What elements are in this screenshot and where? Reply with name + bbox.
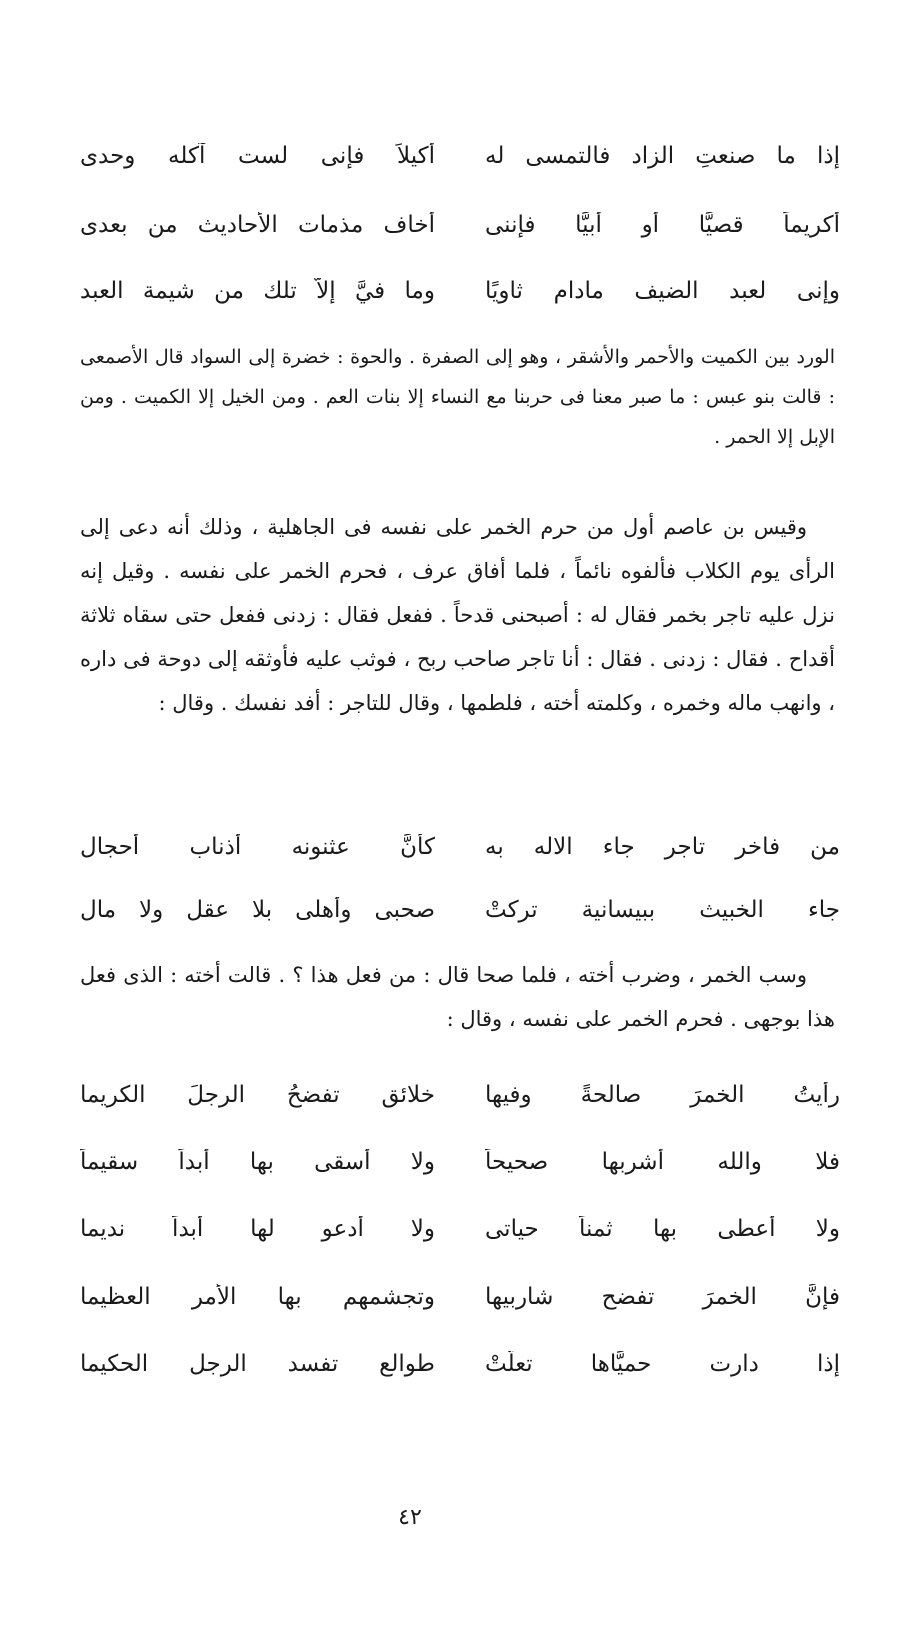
verse-second-hemistich: طوالع تفسد الرجل الحكيما	[80, 1351, 435, 1377]
verse-first-hemistich: جاء الخبيث ببيسانية تركتْ	[485, 897, 840, 923]
verse-second-hemistich: خلائق تفضحُ الرجلَ الكريما	[80, 1082, 435, 1108]
verse-line	[80, 885, 840, 935]
prose-paragraph: وقيس بن عاصم أول من حرم الخمر على نفسه فى الجاهلية ، وذلك أنه دعى إلى الرأى يوم الكلاب فألفوه نائماً ، فلما أفاق عرف ، فحرم الخمر على نفسه . وقيل إنه نزل عليه تاجر بخمر فقال له : أصبحنى قدحاً . ففعل فقال : زدنى ففعل حتى سقاه ثلاثة أقداح . فقال : زدنى . فقال : أنا تاجر صاحب ربح ، فوثب عليه فأوثقه إلى دوحة فى داره ، وانهب ماله وخمره ، وكلمته أخته ، فلطمها ، وقال للتاجر : أفد نفسك . وقال :	[80, 515, 835, 715]
verse-line	[80, 1204, 840, 1254]
verse-first-hemistich: إذا دارت حميَّاها تعلَّتْ	[485, 1351, 840, 1377]
verse-line	[80, 822, 840, 872]
verse-second-hemistich: وتجشمهم بها الأمر العظيما	[80, 1284, 435, 1310]
verse-line	[80, 1070, 840, 1120]
verse-line	[80, 1137, 840, 1187]
verse-line	[80, 1339, 840, 1389]
verse-line	[80, 131, 840, 181]
verse-first-hemistich: فإنَّ الخمرَ تفضح شاربيها	[485, 1284, 840, 1310]
verse-first-hemistich: وإنى لعبد الضيف مادام ثاويًا	[485, 278, 840, 304]
verse-second-hemistich: ولا أُسقى بها أبداً سقيماً	[80, 1149, 435, 1175]
verse-line	[80, 200, 840, 250]
verse-first-hemistich: أكريماً قصيًّا أو أبيًّا فإننى	[485, 212, 840, 238]
verse-second-hemistich: وما فيَّ إلاَّ تلك من شيمة العبد	[80, 278, 435, 304]
verse-second-hemistich: صحبى وأهلى بلا عقل ولا مال	[80, 897, 435, 923]
verse-line	[80, 266, 840, 316]
note-paragraph: الورد بين الكميت والأحمر والأشقر ، وهو إلى الصفرة . والحوة : خضرة إلى السواد قال الأصمعى : قالت بنو عبس : ما صبر معنا فى حربنا مع النساء إلا بنات العم . ومن الخيل إلا الكميت . ومن الإبل إلا الحمر .	[80, 346, 835, 448]
verse-first-hemistich: من فاخر تاجر جاء الاله به	[485, 834, 840, 860]
verse-first-hemistich: ولا أُعطى بها ثمناً حياتى	[485, 1216, 840, 1242]
verse-line	[80, 1272, 840, 1322]
page-number: ٤٢	[398, 1505, 422, 1530]
verse-first-hemistich: إذا ما صنعتِ الزاد فالتمسى له	[485, 143, 840, 169]
prose-paragraph: وسب الخمر ، وضرب أخته ، فلما صحا قال : من فعل هذا ؟ . قالت أخته : الذى فعل هذا بوجهى . فحرم الخمر على نفسه ، وقال :	[80, 963, 835, 1031]
verse-second-hemistich: كأنَّ عثنونه أذناب أحجال	[80, 834, 435, 860]
verse-second-hemistich: أخاف مذمات الأحاديث من بعدى	[80, 212, 435, 238]
verse-second-hemistich: ولا أدعو لها أبداً نديما	[80, 1216, 435, 1242]
verse-first-hemistich: فلا والله أشربها صحيحاً	[485, 1149, 840, 1175]
verse-second-hemistich: أكيلاً فإنى لست آكله وحدى	[80, 143, 435, 169]
verse-first-hemistich: رأيتُ الخمرَ صالحةً وفيها	[485, 1082, 840, 1108]
